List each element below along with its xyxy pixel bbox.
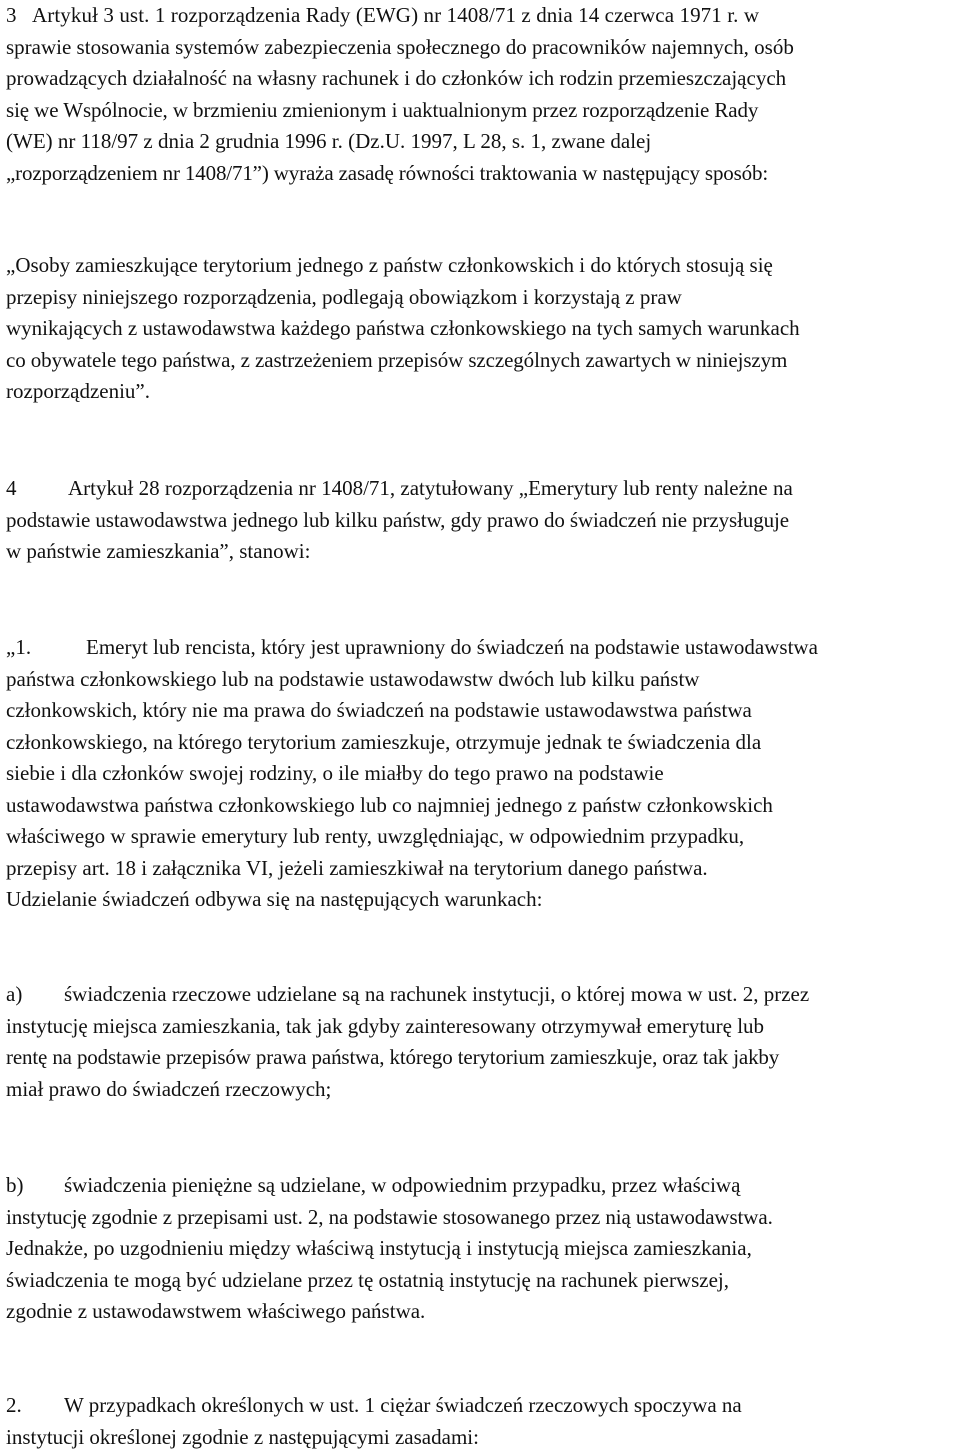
item-marker: b) (6, 1173, 24, 1197)
paragraph-line: w państwie zamieszkania”, stanowi: (6, 539, 311, 563)
quote-line: „Osoby zamieszkujące terytorium jednego z państw członkowskich i do których stosują się (6, 253, 773, 277)
quote-number: „1. (6, 635, 32, 659)
item-line: świadczenia te mogą być udzielane przez tę ostatnią instytucję na rachunek pierwszej, (6, 1267, 730, 1292)
item-line: Jednakże, po uzgodnieniu między właściwą instytucją i instytucją miejsca zamieszkania, (6, 1236, 752, 1260)
item-line: zgodnie z ustawodawstwem właściwego państwa. (6, 1299, 426, 1323)
item-line: W przypadkach określonych w ust. 1 ciężar świadczeń rzeczowych spoczywa na (64, 1393, 742, 1417)
quote-line: rozporządzeniu”. (6, 379, 150, 403)
quotation-article-28 (6, 632, 954, 916)
list-item-a (6, 979, 954, 1105)
list-item-b (6, 1170, 954, 1328)
paragraph-line: podstawie ustawodawstwa jednego lub kilku państw, gdy prawo do świadczeń nie przysługuje (6, 507, 789, 532)
paragraph-number: 4 (6, 476, 17, 500)
item-line: rentę na podstawie przepisów prawa państwa, którego terytorium zamieszkuje, oraz tak jakby (6, 1045, 780, 1069)
quote-line: członkowskich, który nie ma prawa do świadczeń na podstawie ustawodawstwa państwa (6, 698, 752, 722)
quotation-equal-treatment (6, 250, 954, 408)
item-line: miał prawo do świadczeń rzeczowych; (6, 1076, 332, 1101)
quote-line: co obywatele tego państwa, z zastrzeżeniem przepisów szczególnych zawartych w niniejszym (6, 347, 788, 372)
quote-line: siebie i dla członków swojej rodziny, o ile miałby do tego prawo na podstawie (6, 761, 664, 785)
item-line: świadczenia pieniężne są udzielane, w odpowiednim przypadku, przez właściwą (64, 1173, 741, 1197)
item-marker: 2. (6, 1393, 22, 1417)
paragraph-line: prowadzących działalność na własny rachunek i do członków ich rodzin przemieszczających (6, 66, 787, 90)
quote-line: przepisy niniejszego rozporządzenia, podlegają obowiązkom i korzystają z praw (6, 284, 682, 309)
paragraph-line: „rozporządzeniem nr 1408/71”) wyraża zasadę równości traktowania w następujący sposób: (6, 160, 769, 185)
quote-line: wynikających z ustawodawstwa każdego państwa członkowskiego na tych samych warunkach (6, 316, 800, 340)
item-line: świadczenia rzeczowe udzielane są na rachunek instytucji, o której mowa w ust. 2, przez (64, 982, 810, 1006)
quote-line: Udzielanie świadczeń odbywa się na następujących warunkach: (6, 887, 543, 911)
paragraph-3 (6, 0, 954, 189)
paragraph-line: sprawie stosowania systemów zabezpieczenia społecznego do pracowników najemnych, osób (6, 34, 794, 59)
quote-line: państwa członkowskiego lub na podstawie ustawodawstw dwóch lub kilku państw (6, 666, 700, 691)
item-line: instytucji określonej zgodnie z następującymi zasadami: (6, 1424, 479, 1449)
paragraph-line: Artykuł 3 ust. 1 rozporządzenia Rady (EWG) nr 1408/71 z dnia 14 czerwca 1971 r. w (32, 3, 760, 27)
paragraph-line: Artykuł 28 rozporządzenia nr 1408/71, zatytułowany „Emerytury lub renty należne na (68, 476, 793, 500)
item-marker: a) (6, 982, 23, 1006)
paragraph-4 (6, 473, 954, 568)
item-line: instytucję miejsca zamieszkania, tak jak gdyby zainteresowany otrzymywał emeryturę lub (6, 1013, 765, 1038)
paragraph-line: się we Wspólnocie, w brzmieniu zmienionym i uaktualnionym przez rozporządzenie Rady (6, 97, 759, 122)
quote-line: właściwego w sprawie emerytury lub renty, uwzględniając, w odpowiednim przypadku, (6, 824, 745, 848)
paragraph-number: 3 (6, 3, 17, 27)
quote-line: ustawodawstwa państwa członkowskiego lub co najmniej jednego z państw członkowskich (6, 792, 773, 817)
list-item-2 (6, 1390, 954, 1453)
item-line: instytucję zgodnie z przepisami ust. 2, na podstawie stosowanego przez nią ustawodawstwa. (6, 1204, 773, 1229)
paragraph-line: (WE) nr 118/97 z dnia 2 grudnia 1996 r. (Dz.U. 1997, L 28, s. 1, zwane dalej (6, 129, 652, 153)
quote-line: członkowskiego, na którego terytorium zamieszkuje, otrzymuje jednak te świadczenia dla (6, 729, 762, 754)
quote-line: Emeryt lub rencista, który jest uprawniony do świadczeń na podstawie ustawodawstwa (86, 635, 818, 659)
quote-line: przepisy art. 18 i załącznika VI, jeżeli zamieszkiwał na terytorium danego państwa. (6, 855, 708, 880)
